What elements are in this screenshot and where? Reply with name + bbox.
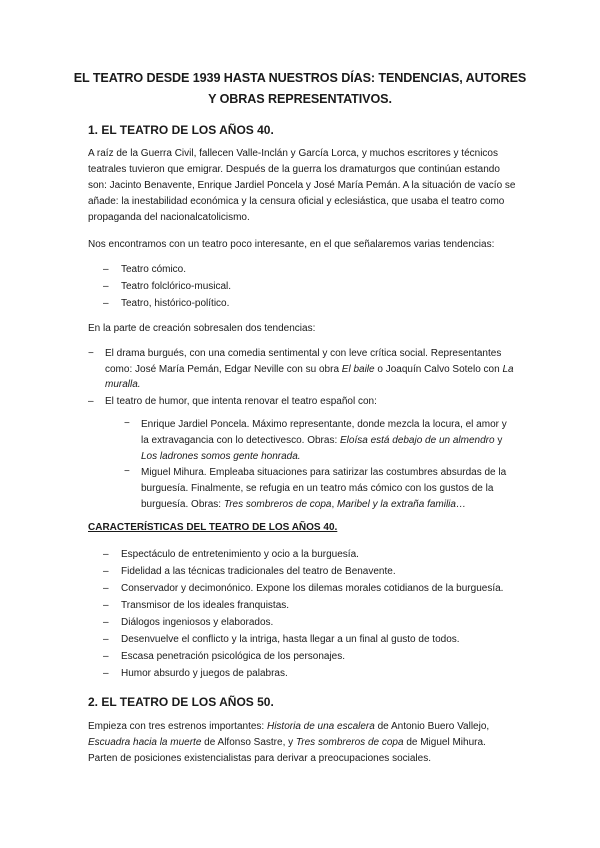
section-2-line-3: Parten de posiciones existencialistas para derivar a preocupaciones sociales. [88,753,431,764]
mihura-line-1: Miguel Mihura. Empleaba situaciones para satirizar las costumbres absurdas de la [141,467,507,478]
characteristic-item: Humor absurdo y juegos de palabras. [121,668,288,679]
drama-line-2: como: José María Pemán, Edgar Neville con su obra El baile o Joaquín Calvo Sotelo con La [105,364,514,375]
title-line-2: Y OBRAS REPRESENTATIVOS. [208,92,392,106]
characteristic-item: Transmisor de los ideales franquistas. [121,600,290,611]
list-dash: – [103,583,109,594]
tendency-item: Teatro folclórico-musical. [121,281,232,292]
section-2-line-2: Escuadra hacia la muerte de Alfonso Sastre, y Tres sombreros de copa de Miguel Mihura. [88,737,486,748]
list-dash: − [88,348,94,359]
characteristic-item: Diálogos ingeniosos y elaborados. [121,617,274,628]
jardiel-line-3: Los ladrones somos gente honrada. [141,451,301,462]
section-2-heading: 2. EL TEATRO DE LOS AÑOS 50. [88,695,274,709]
creation-intro: En la parte de creación sobresalen dos tendencias: [88,323,316,334]
characteristics-heading: CARACTERÍSTICAS DEL TEATRO DE LOS AÑOS 40. [88,522,338,533]
list-dash: – [103,281,109,292]
document-title [60,68,540,110]
list-dash: – [103,566,109,577]
characteristic-item: Desenvuelve el conflicto y la intriga, hasta llegar a un final al gusto de todos. [121,634,460,645]
list-dash: – [103,264,109,275]
mihura-line-2: burguesía. Finalmente, se refugia en un teatro más cómico con los gustos de la [141,483,494,494]
tendency-item: Teatro cómico. [121,264,187,275]
list-dash: – [103,634,109,645]
jardiel-line-1: Enrique Jardiel Poncela. Máximo representante, donde mezcla la locura, el amor y [141,419,507,430]
list-dash: – [103,298,109,309]
tendencies-intro: Nos encontramos con un teatro poco interesante, en el que señalaremos varias tendencias: [88,239,495,250]
jardiel-line-2: la extravagancia con lo detectivesco. Obras: Eloísa está debajo de un almendro y [141,435,503,446]
section-2-line-1: Empieza con tres estrenos importantes: Historia de una escalera de Antonio Buero Vallejo, [88,721,490,732]
intro-line-4: añade: la inestabilidad económica y la censura oficial y eclesiástica, que usaba el teatro como [88,196,505,207]
list-dash: − [124,418,130,429]
intro-line-5: propaganda del nacionalcatolicismo. [88,212,250,223]
characteristic-item: Conservador y decimonónico. Expone los dilemas morales cotidianos de la burguesía. [121,583,504,594]
intro-line-2: teatrales tuvieron que emigrar. Después de la guerra los dramaturgos que continúan estando [88,164,500,175]
list-dash: – [103,549,109,560]
intro-line-1: A raíz de la Guerra Civil, fallecen Valle-Inclán y García Lorca, y muchos escritores y técnicos [88,148,498,159]
characteristic-item: Espectáculo de entretenimiento y ocio a la burguesía. [121,549,359,560]
list-dash: – [103,651,109,662]
characteristic-item: Escasa penetración psicológica de los personajes. [121,651,346,662]
list-dash: – [103,668,109,679]
section-1-heading: 1. EL TEATRO DE LOS AÑOS 40. [88,123,274,137]
list-dash: – [88,396,94,407]
list-dash: – [103,617,109,628]
list-dash: − [124,466,130,477]
drama-line-1: El drama burgués, con una comedia sentimental y con leve crítica social. Representantes [105,348,502,359]
tendency-item: Teatro, histórico-político. [121,298,230,309]
intro-line-3: son: Jacinto Benavente, Enrique Jardiel Poncela y José María Pemán. A la situación de vacío se [88,180,516,191]
mihura-line-3: burguesía. Obras: Tres sombreros de copa, Maribel y la extraña familia… [141,499,466,510]
list-dash: – [103,600,109,611]
humor-line: El teatro de humor, que intenta renovar el teatro español con: [105,396,377,407]
characteristic-item: Fidelidad a las técnicas tradicionales del teatro de Benavente. [121,566,396,577]
drama-line-3: muralla. [105,379,141,390]
title-line-1: EL TEATRO DESDE 1939 HASTA NUESTROS DÍAS: TENDENCIAS, AUTORES [73,71,527,85]
